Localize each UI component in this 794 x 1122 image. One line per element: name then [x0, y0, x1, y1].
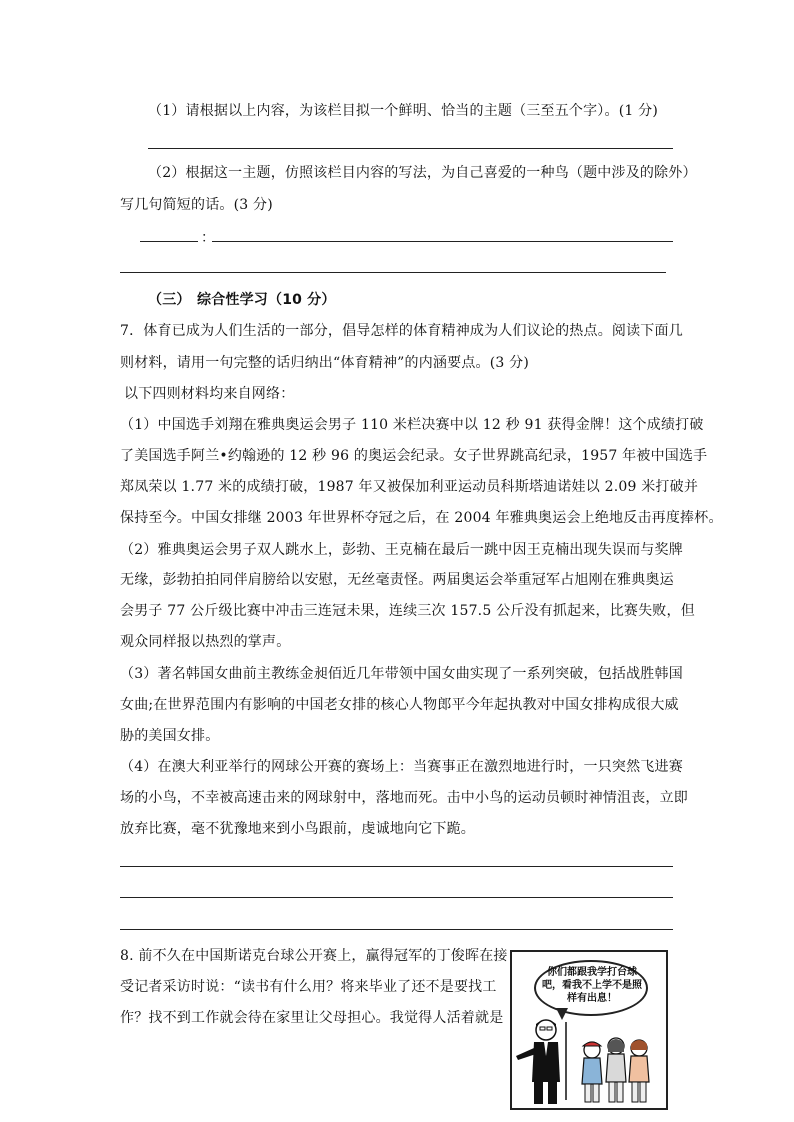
q6-colon: ：	[201, 230, 216, 246]
q8-line: 8. 前不久在中国斯诺克台球公开赛上，赢得冠军的丁俊晖在接	[120, 948, 508, 964]
q6-part1-prompt: （1）请根据以上内容，为该栏目拟一个鲜明、恰当的主题（三至五个字）。(1 分)	[148, 103, 658, 119]
material3-line: （3）著名韩国女曲前主教练金昶佰近几年带领中国女曲实现了一系列突破，包括战胜韩国	[120, 666, 683, 682]
q6-bird-name-blank[interactable]	[140, 241, 198, 242]
material2-line: 会男子 77 公斤级比赛中冲击三连冠未果，连续三次 157.5 公斤没有抓起来，比赛失败，但	[120, 603, 695, 619]
q8-line: 受记者采访时说：“读书有什么用？将来毕业了还不是要找工	[120, 979, 497, 995]
material1-line: 了美国选手阿兰•约翰逊的 12 秒 96 的奥运会纪录。女子世界跳高纪录，1957 年被中国选手	[120, 448, 708, 464]
section3-number: （三）	[148, 292, 191, 308]
child-figure	[629, 1040, 649, 1102]
q6-part1-answer-line[interactable]	[148, 148, 673, 149]
material4-line: 放弃比赛，毫不犹豫地来到小鸟跟前，虔诚地向它下跪。	[120, 821, 475, 837]
cartoon-figures	[512, 1012, 666, 1108]
child-figure	[606, 1038, 626, 1102]
material4-line: 场的小鸟，不幸被高速击来的网球射中，落地而死。击中小鸟的运动员顿时神情沮丧，立即	[120, 790, 688, 806]
q7-answer-line-3[interactable]	[120, 929, 673, 930]
q6-part2-prompt-line1: （2）根据这一主题，仿照该栏目内容的写法，为自己喜爱的一种鸟（题中涉及的除外）	[148, 165, 697, 181]
material2-line: 观众同样报以热烈的掌声。	[120, 634, 291, 650]
q7-stem-line1: 7．体育已成为人们生活的一部分，倡导怎样的体育精神成为人们议论的热点。阅读下面几	[120, 323, 683, 339]
q6-part2-answer-line-1[interactable]	[212, 241, 673, 242]
q7-answer-line-2[interactable]	[120, 897, 673, 898]
material3-line: 胁的美国女排。	[120, 728, 220, 744]
q6-part2-answer-line-2[interactable]	[120, 272, 666, 273]
material2-line: （2）雅典奥运会男子双人跳水上，彭勃、王克楠在最后一跳中因王克楠出现失误而与奖牌	[120, 542, 683, 558]
material1-line: 保持至今。中国女排继 2003 年世界杯夺冠之后，在 2004 年雅典奥运会上绝地反击再度捧杯。	[120, 510, 723, 526]
section3-title: 综合性学习（10 分）	[197, 292, 336, 308]
material4-line: （4）在澳大利亚举行的网球公开赛的赛场上：当赛事正在激烈地进行时，一只突然飞进赛	[120, 759, 683, 775]
cartoon-illustration	[510, 950, 668, 1110]
material3-line: 女曲;在世界范围内有影响的中国老女排的核心人物郎平今年起执教对中国女排构成很大威	[120, 697, 679, 713]
speech-bubble-text: 你们都跟我学打台球吧，看我不上学不是照样有出息！	[542, 967, 642, 1004]
q7-answer-line-1[interactable]	[120, 866, 673, 867]
material1-line: （1）中国选手刘翔在雅典奥运会男子 110 米栏决赛中以 12 秒 91 获得金牌！这个成绩打破	[120, 417, 704, 433]
q8-line: 作？找不到工作就会待在家里让父母担心。我觉得人活着就是	[120, 1010, 504, 1026]
man-figure	[516, 1020, 566, 1104]
q7-stem-line2: 则材料，请用一句完整的话归纳出“体育精神”的内涵要点。(3 分)	[120, 355, 529, 371]
q7-source-note: 以下四则材料均来自网络：	[124, 386, 295, 402]
child-figure	[582, 1042, 602, 1102]
material2-line: 无缘，彭勃拍拍同伴肩膀给以安慰，无丝毫责怪。两届奥运会举重冠军占旭刚在雅典奥运	[120, 572, 674, 588]
material1-line: 郑凤荣以 1.77 米的成绩打破，1987 年又被保加利亚运动员科斯塔迪诺娃以 2.09 米打破并	[120, 479, 699, 495]
q6-part2-prompt-line2: 写几句简短的话。(3 分)	[120, 197, 273, 213]
